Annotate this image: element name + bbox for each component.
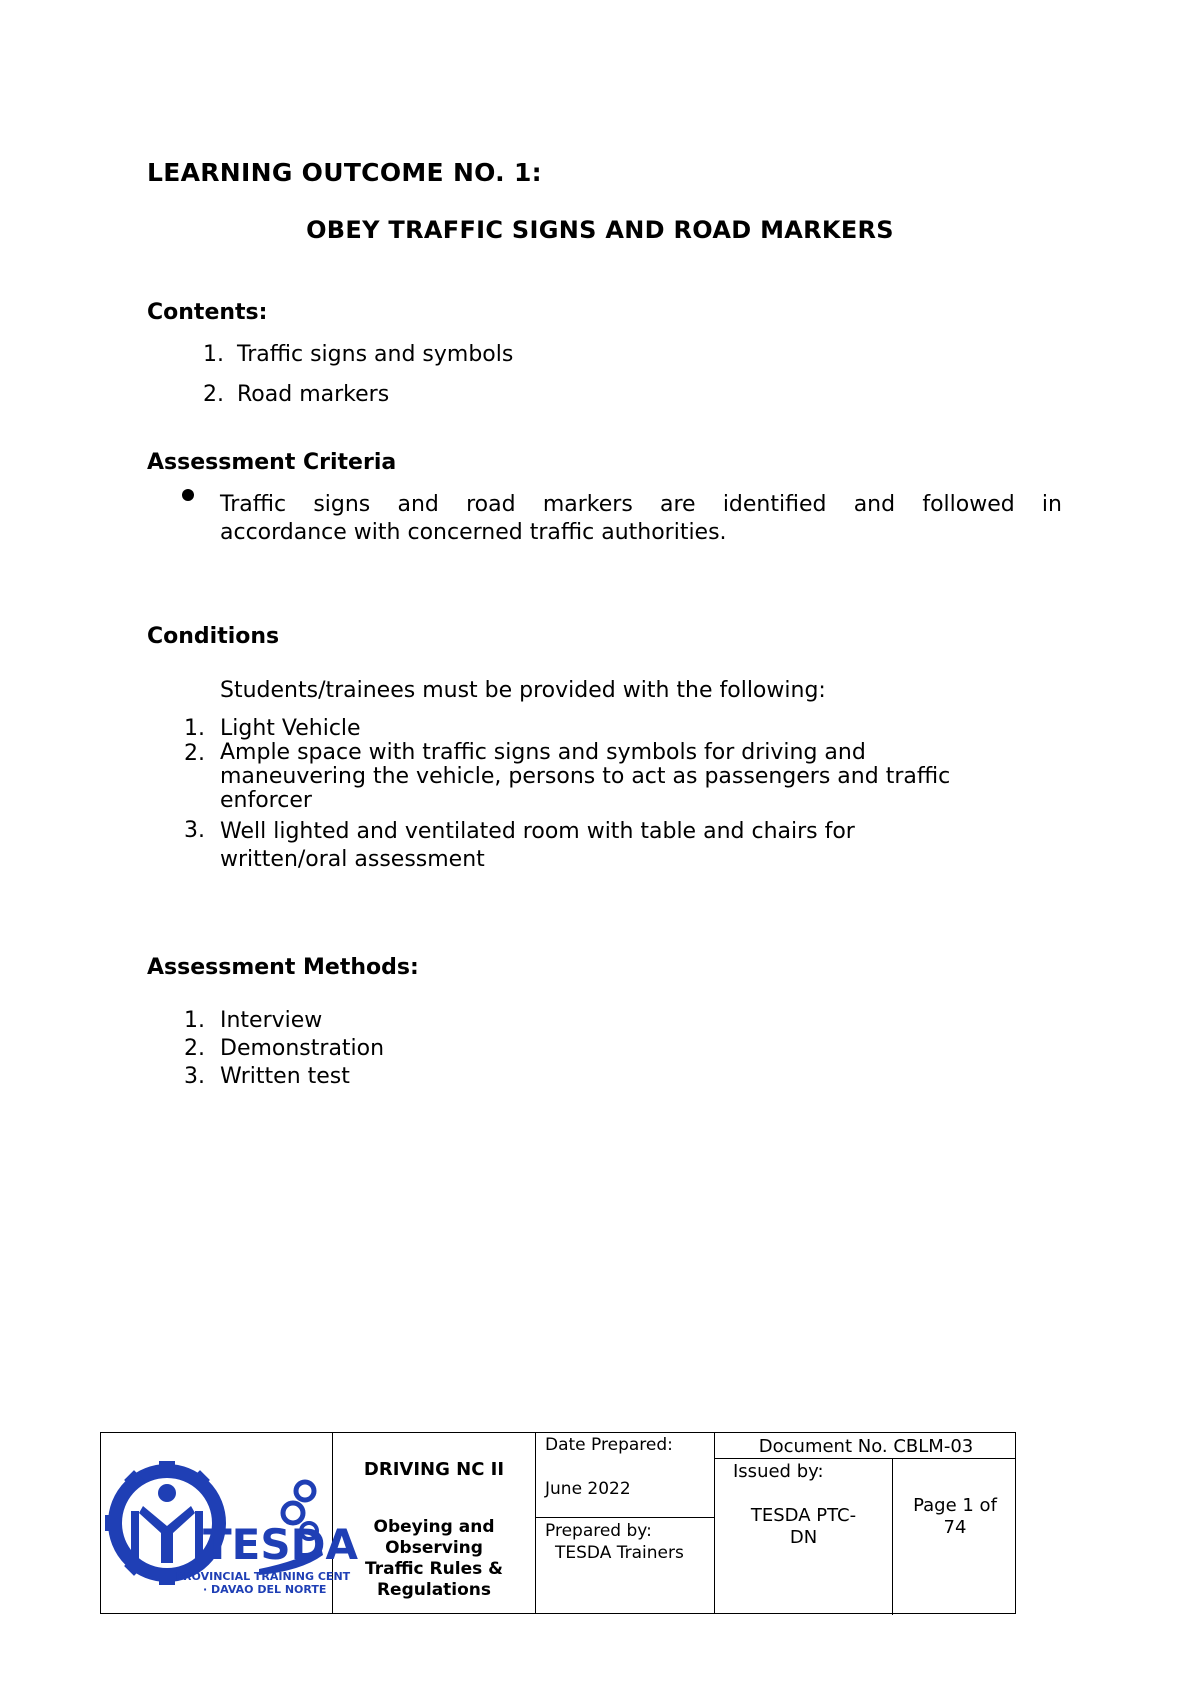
issued-by-line: DN <box>789 1527 818 1548</box>
criteria-line-1: Traffic signs and road markers are identified and followed in <box>220 492 1062 517</box>
method-item-2: Demonstration <box>220 1036 385 1061</box>
assessment-methods-title: Assessment Methods: <box>147 955 419 980</box>
list-number: 1. <box>184 1008 205 1033</box>
module-title-line: Obeying and <box>373 1517 495 1537</box>
logo-subtext-2: · DAVAO DEL NORTE <box>203 1583 327 1596</box>
criteria-line-2: accordance with concerned traffic authorities. <box>220 520 727 545</box>
issued-by-label: Issued by: <box>733 1461 824 1482</box>
module-title-line: Observing <box>385 1538 483 1558</box>
module-title <box>333 1517 535 1601</box>
contents-item-2 <box>203 382 389 407</box>
method-item-1: Interview <box>220 1008 323 1033</box>
page-number <box>893 1495 1017 1539</box>
issued-by-value <box>715 1505 892 1549</box>
list-number: 2. <box>203 382 224 407</box>
page-number-line: Page 1 of <box>913 1495 997 1516</box>
conditions-intro: Students/trainees must be provided with the following: <box>220 678 826 703</box>
condition-line: enforcer <box>220 788 312 813</box>
condition-item-1: Light Vehicle <box>220 716 361 741</box>
date-prepared-value: June 2022 <box>545 1479 631 1499</box>
module-title-line: Regulations <box>376 1580 492 1600</box>
list-item-text: Road markers <box>237 382 390 407</box>
list-number: 2. <box>184 741 205 766</box>
logo-subtext-1: PROVINCIAL TRAINING CENT <box>175 1570 351 1583</box>
list-item-text: Traffic signs and symbols <box>237 342 514 367</box>
tesda-logo <box>109 1451 358 1601</box>
list-number: 2. <box>184 1036 205 1061</box>
condition-line: written/oral assessment <box>220 847 485 872</box>
list-number: 3. <box>184 818 205 843</box>
prepared-by-value: TESDA Trainers <box>555 1543 684 1563</box>
issued-by-line: TESDA PTC- <box>750 1505 857 1526</box>
assessment-criteria-title: Assessment Criteria <box>147 450 397 475</box>
qualification-title: DRIVING NC II <box>363 1459 505 1480</box>
bullet-icon <box>182 489 194 501</box>
module-title-line: Traffic Rules & <box>365 1559 503 1579</box>
prepared-by-label: Prepared by: <box>545 1521 652 1541</box>
date-prepared-label: Date Prepared: <box>545 1435 673 1455</box>
method-item-3: Written test <box>220 1064 350 1089</box>
page-number-line: 74 <box>943 1517 967 1538</box>
learning-outcome-title: OBEY TRAFFIC SIGNS AND ROAD MARKERS <box>306 216 894 244</box>
condition-line: Ample space with traffic signs and symbols for driving and <box>220 740 866 765</box>
conditions-title: Conditions <box>147 624 280 649</box>
list-number: 3. <box>184 1064 205 1089</box>
condition-line: Well lighted and ventilated room with table and chairs for <box>220 819 855 844</box>
document-number: Document No. CBLM-03 <box>758 1436 974 1457</box>
contents-title: Contents: <box>147 300 268 325</box>
logo-text: TESDA <box>203 1520 358 1569</box>
contents-item-1 <box>203 342 513 367</box>
condition-item-3 <box>220 818 855 874</box>
condition-item-2 <box>220 741 950 813</box>
list-number: 1. <box>203 342 224 367</box>
learning-outcome-heading: LEARNING OUTCOME NO. 1: <box>147 158 542 187</box>
list-number: 1. <box>184 716 205 741</box>
condition-line: maneuvering the vehicle, persons to act as passengers and traffic <box>220 764 951 789</box>
document-footer-table <box>100 1432 1016 1614</box>
